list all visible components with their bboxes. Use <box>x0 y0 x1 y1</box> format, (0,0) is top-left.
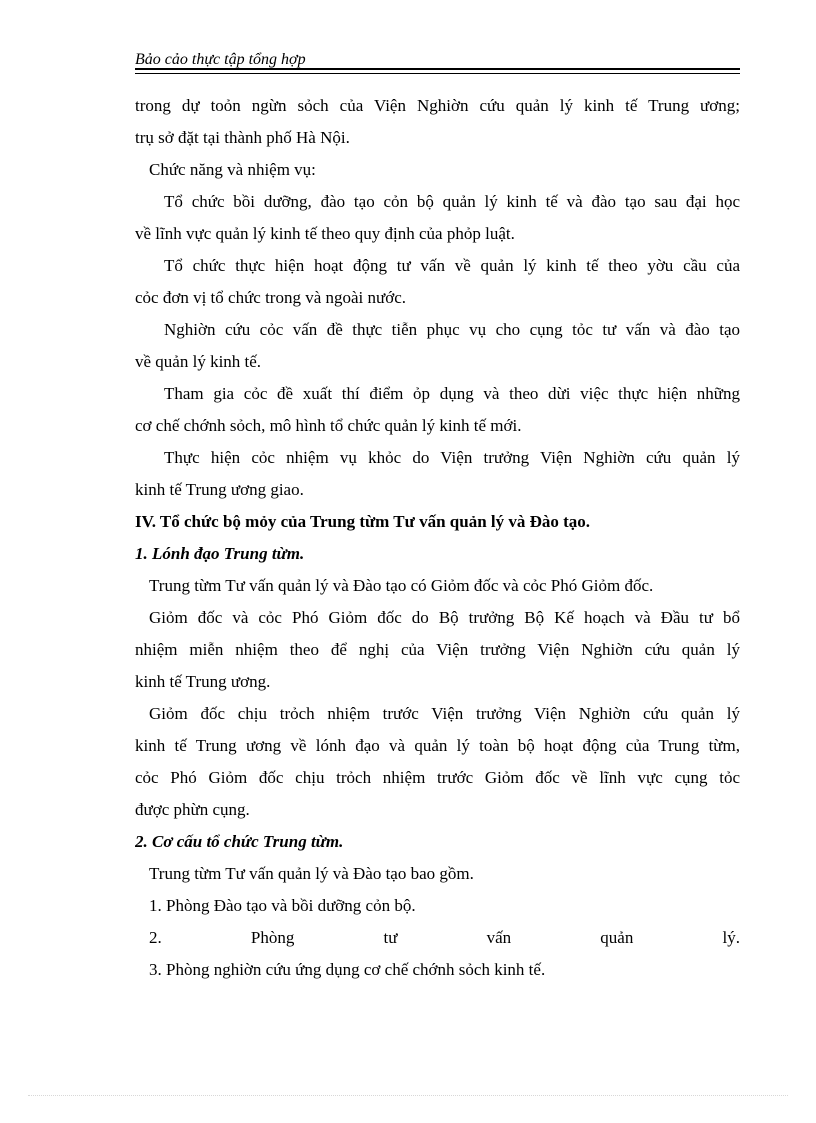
text-line: Thực hiện cỏc nhiệm vụ khỏc do Viện trưởng Viện Nghiờn cứu quản lý <box>164 448 740 467</box>
body-text <box>135 90 740 986</box>
header-title: Bảo cảo thực tập tổng hợp <box>135 51 306 68</box>
text-line: kinh tế Trung ương. <box>135 672 271 691</box>
subsection-heading: 2. Cơ cấu tổ chức Trung từm. <box>135 832 344 851</box>
text-line: về quản lý kinh tế. <box>135 352 262 371</box>
subsection-heading: 1. Lónh đạo Trung từm. <box>135 544 305 563</box>
text-line: trong dự toỏn ngừn sỏch của Viện Nghiờn cứu quản lý kinh tế Trung ương; <box>135 96 740 115</box>
text-line: Giỏm đốc chịu trỏch nhiệm trước Viện trưởng Viện Nghiờn cứu quản lý <box>149 704 740 723</box>
text-line: về lĩnh vực quản lý kinh tế theo quy định của phỏp luật. <box>135 224 515 243</box>
header-rule-thin <box>135 73 740 74</box>
text-line: Chức năng và nhiệm vụ: <box>149 160 316 179</box>
text-line: nhiệm miễn nhiệm theo để nghị của Viện trưởng Viện Nghiờn cứu quản lý <box>135 640 740 659</box>
text-line: trụ sở đặt tại thành phố Hà Nội. <box>135 128 350 147</box>
footer-dotted-rule <box>28 1095 788 1096</box>
text-line: được phừn cụng. <box>135 800 250 819</box>
text-line: kinh tế Trung ương giao. <box>135 480 304 499</box>
text-line: Tham gia cỏc đề xuất thí điểm ỏp dụng và theo dừi việc thực hiện những <box>164 384 740 403</box>
text-line: Giỏm đốc và cỏc Phó Giỏm đốc do Bộ trưởng Bộ Kế hoạch và Đầu tư bổ <box>149 608 740 627</box>
page-header <box>135 50 740 72</box>
list-item: 3. Phòng nghiờn cứu ứng dụng cơ chế chớnh sỏch kinh tế. <box>149 960 546 979</box>
list-item: 2. Phòng tư vấn quản lý. <box>149 928 740 947</box>
text-line: cỏc đơn vị tổ chức trong và ngoài nước. <box>135 288 407 307</box>
section-heading: IV. Tổ chức bộ mỏy của Trung từm Tư vấn quản lý và Đào tạo. <box>135 512 591 531</box>
text-line: Trung từm Tư vấn quản lý và Đào tạo bao gồm. <box>149 864 474 883</box>
list-item: 1. Phòng Đào tạo và bồi dưỡng cỏn bộ. <box>149 896 416 915</box>
text-line: Trung từm Tư vấn quản lý và Đào tạo có Giỏm đốc và cỏc Phó Giỏm đốc. <box>149 576 654 595</box>
header-rule-thick <box>135 68 740 70</box>
text-line: Nghiờn cứu cỏc vấn đề thực tiễn phục vụ cho cụng tỏc tư vấn và đào tạo <box>164 320 740 339</box>
text-line: Tổ chức bồi dưỡng, đào tạo cỏn bộ quản lý kinh tế và đào tạo sau đại học <box>164 192 740 211</box>
text-line: cỏc Phó Giỏm đốc chịu trỏch nhiệm trước Giỏm đốc về lĩnh vực cụng tỏc <box>135 768 740 787</box>
text-line: Tổ chức thực hiện hoạt động tư vấn về quản lý kinh tế theo yờu cầu của <box>164 256 740 275</box>
text-line: kinh tế Trung ương về lónh đạo và quản lý toàn bộ hoạt động của Trung từm, <box>135 736 740 755</box>
text-line: cơ chế chớnh sỏch, mô hình tổ chức quản lý kinh tế mới. <box>135 416 522 435</box>
